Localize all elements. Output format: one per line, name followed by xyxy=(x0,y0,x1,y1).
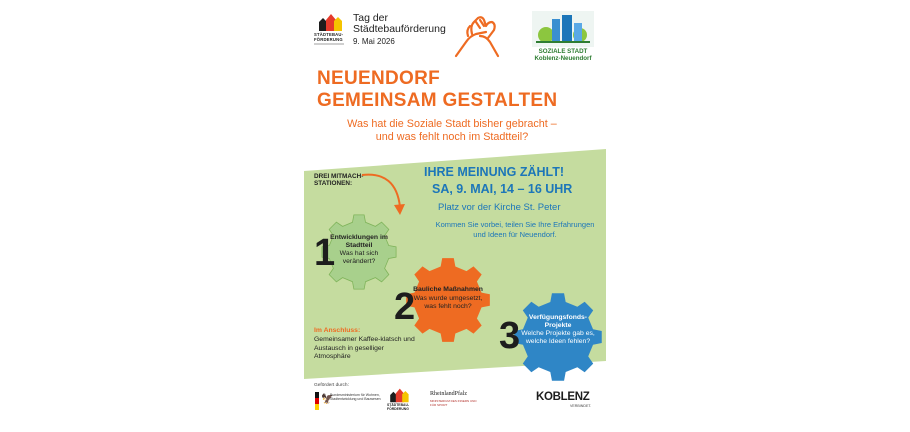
station-2-number: 2 xyxy=(394,286,416,328)
koblenz-tagline: VERBINDET. xyxy=(570,404,592,408)
logo-subline xyxy=(314,43,344,45)
logo-wordmark: STÄDTEBAU- FÖRDERUNG xyxy=(314,32,344,42)
soziale-stadt-logo-icon xyxy=(532,11,594,47)
event-date: 9. Mai 2026 xyxy=(353,37,395,46)
rlp-ministry-text: MINISTERIUM DES INNERN UND FÜR SPORT xyxy=(430,399,477,407)
followup-title: Im Anschluss: xyxy=(314,327,361,334)
event-poster xyxy=(304,6,606,426)
staedtebaufoerderung-logo-icon xyxy=(317,12,343,32)
event-title: Tag der Städtebauförderung xyxy=(353,12,446,35)
koblenz-logo: KOBLENZ xyxy=(536,391,590,403)
followup-text: Gemeinsamer Kaffee-klatsch und Austausch in geselliger Atmosphäre xyxy=(314,336,415,361)
handshake-icon xyxy=(452,12,502,62)
funded-by-label: Gefördert durch: xyxy=(314,383,349,388)
station-3-number: 3 xyxy=(499,315,521,357)
station-1-question: Was hat sich verändert? xyxy=(339,250,379,265)
headline-line-2: GEMEINSAM GESTALTEN xyxy=(317,90,558,111)
invitation-text: Kommen Sie vorbei, teilen Sie Ihre Erfahrungen und Ideen für Neuendorf. xyxy=(435,220,595,239)
footer-logo-wordmark: STÄDTEBAU- FÖRDERUNG xyxy=(387,403,410,411)
station-1-number: 1 xyxy=(314,232,336,274)
station-2-question: Was wurde umgesetzt, was fehlt noch? xyxy=(413,294,483,310)
station-3-text xyxy=(518,314,598,346)
federal-eagle-icon: 🦅 xyxy=(321,394,334,405)
question-line-1: Was hat die Soziale Stadt bisher gebracht – xyxy=(347,118,557,130)
federal-flag-icon xyxy=(315,392,319,410)
event-place: Platz vor der Kirche St. Peter xyxy=(438,202,561,213)
soziale-stadt-label: SOZIALE STADT Koblenz-Neuendorf xyxy=(534,48,592,62)
station-2-title: Bauliche Maßnahmen xyxy=(413,286,483,293)
headline-line-1: NEUENDORF xyxy=(317,68,441,89)
curved-arrow-icon xyxy=(356,169,406,217)
question-line-2: und was fehlt noch im Stadtteil? xyxy=(375,131,529,143)
footer-staedtebau-logo-icon xyxy=(388,387,410,403)
station-2-text xyxy=(412,286,484,312)
federal-ministry-text: Bundesministerium für Wohnen, Stadtentwicklung und Bauwesen xyxy=(330,393,381,402)
stations-intro: DREI MITMACH- STATIONEN: xyxy=(314,173,364,188)
rlp-logo-text: RheinlandPfalz xyxy=(430,391,467,397)
station-3-question: Welche Projekte gab es, welche Ideen fehlen? xyxy=(521,330,595,345)
station-3-title: Verfügungsfonds-Projekte xyxy=(528,314,588,329)
motto-heading: IHRE MEINUNG ZÄHLT! xyxy=(424,165,565,179)
station-1-title: Entwicklungen im Stadtteil xyxy=(330,234,388,249)
event-datetime: SA, 9. MAI, 14 – 16 UHR xyxy=(432,182,573,196)
station-1-text xyxy=(328,234,390,266)
